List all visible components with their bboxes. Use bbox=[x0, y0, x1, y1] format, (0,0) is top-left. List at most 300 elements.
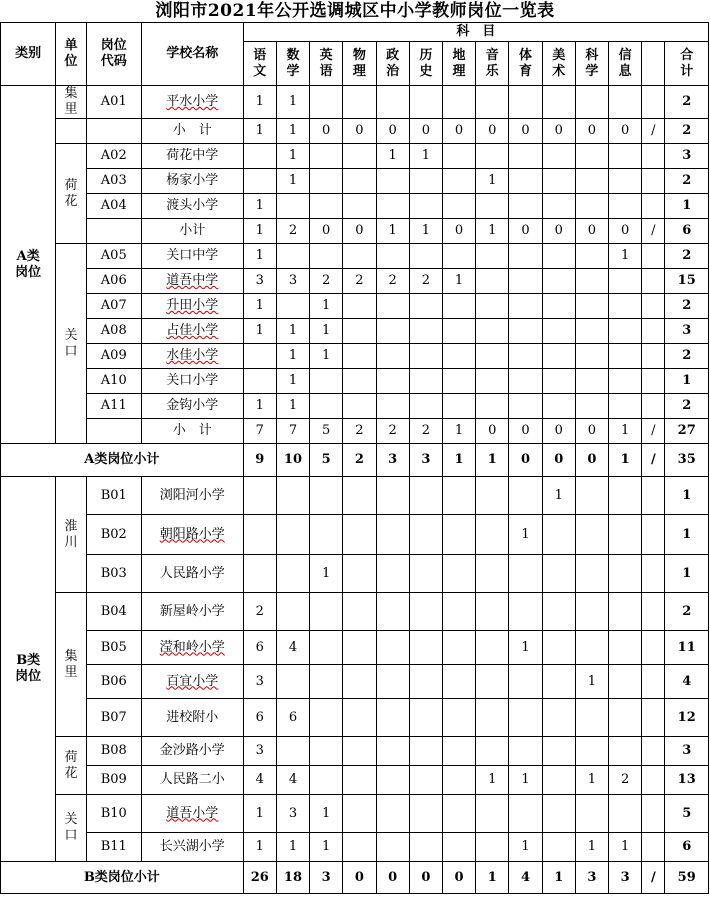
count-cell bbox=[575, 144, 608, 169]
count-cell bbox=[476, 294, 509, 319]
count-cell bbox=[542, 699, 575, 737]
count-cell: 1 bbox=[243, 319, 276, 344]
count-cell bbox=[642, 555, 665, 593]
school-name-text: 朝阳路小学 bbox=[159, 526, 225, 542]
count-cell bbox=[442, 344, 475, 369]
count-cell bbox=[376, 699, 409, 737]
unit-empty bbox=[56, 119, 86, 144]
position-code: A11 bbox=[86, 394, 141, 419]
count-cell: 2 bbox=[343, 419, 376, 444]
position-code: B08 bbox=[86, 737, 141, 766]
count-cell: 0 bbox=[575, 119, 608, 144]
count-cell bbox=[343, 369, 376, 394]
a-subtotal-label: A类岗位小计 bbox=[1, 444, 244, 477]
total-cell: 1 bbox=[665, 555, 709, 593]
table-row bbox=[1, 86, 709, 119]
count-cell bbox=[310, 665, 343, 699]
count-cell: 2 bbox=[409, 269, 442, 294]
count-cell: 1 bbox=[442, 419, 475, 444]
count-cell bbox=[609, 269, 642, 294]
count-cell: 0 bbox=[476, 119, 509, 144]
count-cell bbox=[343, 86, 376, 119]
count-cell bbox=[542, 319, 575, 344]
count-cell bbox=[575, 244, 608, 269]
count-cell: 2 bbox=[343, 444, 376, 477]
count-cell bbox=[542, 795, 575, 833]
count-cell bbox=[343, 394, 376, 419]
school-name-text: 滢和岭小学 bbox=[159, 639, 225, 655]
count-cell bbox=[343, 194, 376, 219]
count-cell bbox=[542, 737, 575, 766]
count-cell bbox=[409, 169, 442, 194]
count-cell: 1 bbox=[442, 444, 475, 477]
count-cell: 0 bbox=[575, 444, 608, 477]
position-code: A02 bbox=[86, 144, 141, 169]
count-cell bbox=[542, 294, 575, 319]
total-cell: 11 bbox=[665, 631, 709, 665]
total-cell: 2 bbox=[665, 344, 709, 369]
table-row bbox=[1, 119, 709, 144]
school-name bbox=[141, 737, 243, 766]
count-cell bbox=[575, 319, 608, 344]
total-cell: 59 bbox=[665, 862, 709, 894]
table-row bbox=[1, 665, 709, 699]
table-row bbox=[1, 419, 709, 444]
count-cell: 1 bbox=[243, 795, 276, 833]
total-cell: 2 bbox=[665, 294, 709, 319]
count-cell bbox=[609, 344, 642, 369]
header-subject: 语 文 bbox=[243, 42, 276, 86]
count-cell bbox=[310, 169, 343, 194]
count-cell: 1 bbox=[310, 344, 343, 369]
count-cell bbox=[642, 369, 665, 394]
count-cell: 1 bbox=[409, 144, 442, 169]
count-cell bbox=[509, 144, 542, 169]
count-cell: 7 bbox=[243, 419, 276, 444]
school-name bbox=[141, 244, 243, 269]
count-cell: 1 bbox=[276, 144, 309, 169]
count-cell bbox=[310, 86, 343, 119]
count-cell bbox=[376, 766, 409, 795]
school-name-text: 水佳小学 bbox=[166, 348, 219, 363]
count-cell bbox=[276, 194, 309, 219]
count-cell bbox=[276, 515, 309, 555]
school-name bbox=[141, 833, 243, 862]
count-cell bbox=[310, 394, 343, 419]
table-row bbox=[1, 766, 709, 795]
count-cell: 1 bbox=[310, 294, 343, 319]
count-cell bbox=[642, 294, 665, 319]
count-cell bbox=[509, 86, 542, 119]
unit-label: 淮 川 bbox=[56, 477, 86, 593]
table-row bbox=[1, 369, 709, 394]
table-row bbox=[1, 23, 709, 42]
count-cell bbox=[642, 593, 665, 631]
count-cell bbox=[542, 555, 575, 593]
school-name bbox=[141, 593, 243, 631]
count-cell bbox=[409, 795, 442, 833]
position-code: A06 bbox=[86, 269, 141, 294]
position-code: B10 bbox=[86, 795, 141, 833]
count-cell: 2 bbox=[376, 419, 409, 444]
count-cell: 3 bbox=[609, 862, 642, 894]
count-cell: 0 bbox=[376, 119, 409, 144]
count-cell bbox=[343, 795, 376, 833]
total-cell: 2 bbox=[665, 86, 709, 119]
count-cell bbox=[376, 833, 409, 862]
count-cell: 1 bbox=[575, 833, 608, 862]
count-cell bbox=[476, 86, 509, 119]
count-cell bbox=[343, 169, 376, 194]
total-cell: 6 bbox=[665, 833, 709, 862]
school-name bbox=[141, 369, 243, 394]
count-cell bbox=[642, 515, 665, 555]
count-cell bbox=[476, 369, 509, 394]
total-cell: 2 bbox=[665, 593, 709, 631]
count-cell bbox=[642, 477, 665, 515]
count-cell: 1 bbox=[310, 319, 343, 344]
count-cell bbox=[409, 194, 442, 219]
count-cell bbox=[542, 169, 575, 194]
count-cell bbox=[376, 244, 409, 269]
count-cell: 1 bbox=[509, 515, 542, 555]
unit-label: 关 口 bbox=[56, 795, 86, 862]
count-cell bbox=[376, 394, 409, 419]
school-name-text: 百宜小学 bbox=[166, 673, 219, 689]
count-cell: 1 bbox=[509, 631, 542, 665]
count-cell bbox=[243, 477, 276, 515]
count-cell bbox=[442, 477, 475, 515]
count-cell: 0 bbox=[542, 119, 575, 144]
position-code bbox=[86, 219, 141, 244]
school-name bbox=[141, 555, 243, 593]
count-cell: 0 bbox=[609, 219, 642, 244]
count-cell: 1 bbox=[609, 244, 642, 269]
total-cell: 13 bbox=[665, 766, 709, 795]
count-cell bbox=[310, 766, 343, 795]
count-cell bbox=[442, 394, 475, 419]
count-cell: 0 bbox=[409, 119, 442, 144]
count-cell: 1 bbox=[310, 795, 343, 833]
count-cell: 1 bbox=[542, 477, 575, 515]
count-cell bbox=[575, 369, 608, 394]
table-row bbox=[1, 699, 709, 737]
count-cell bbox=[609, 86, 642, 119]
position-code: A04 bbox=[86, 194, 141, 219]
count-cell: 0 bbox=[509, 419, 542, 444]
count-cell bbox=[376, 795, 409, 833]
count-cell bbox=[609, 795, 642, 833]
count-cell bbox=[376, 169, 409, 194]
count-cell: 1 bbox=[276, 319, 309, 344]
position-code: B02 bbox=[86, 515, 141, 555]
count-cell bbox=[575, 795, 608, 833]
count-cell bbox=[542, 194, 575, 219]
header-category: 类别 bbox=[1, 23, 56, 86]
school-name-text: 进校附小 bbox=[166, 709, 219, 725]
school-name-text: 小计 bbox=[179, 223, 206, 238]
count-cell: / bbox=[642, 219, 665, 244]
total-cell: 3 bbox=[665, 144, 709, 169]
school-name-text: 关口中学 bbox=[166, 248, 219, 263]
total-cell: 1 bbox=[665, 515, 709, 555]
total-cell: 5 bbox=[665, 795, 709, 833]
count-cell bbox=[442, 766, 475, 795]
count-cell bbox=[442, 833, 475, 862]
count-cell: 9 bbox=[243, 444, 276, 477]
header-subject: 地 理 bbox=[442, 42, 475, 86]
count-cell bbox=[243, 369, 276, 394]
unit-label: 集 里 bbox=[56, 593, 86, 737]
count-cell bbox=[542, 394, 575, 419]
count-cell: 3 bbox=[276, 795, 309, 833]
school-name-text: 人民路小学 bbox=[159, 565, 225, 581]
table-row bbox=[1, 344, 709, 369]
count-cell: 18 bbox=[276, 862, 309, 894]
count-cell bbox=[442, 795, 475, 833]
count-cell bbox=[276, 737, 309, 766]
school-name bbox=[141, 86, 243, 119]
school-name bbox=[141, 269, 243, 294]
count-cell bbox=[310, 369, 343, 394]
count-cell bbox=[409, 86, 442, 119]
total-cell: 1 bbox=[665, 477, 709, 515]
table-row bbox=[1, 862, 709, 894]
count-cell: 4 bbox=[509, 862, 542, 894]
school-name bbox=[141, 419, 243, 444]
count-cell: 0 bbox=[310, 219, 343, 244]
count-cell: 0 bbox=[609, 119, 642, 144]
count-cell: 5 bbox=[310, 419, 343, 444]
count-cell bbox=[276, 665, 309, 699]
count-cell bbox=[642, 344, 665, 369]
count-cell bbox=[609, 593, 642, 631]
count-cell bbox=[409, 477, 442, 515]
unit-label: 集 里 bbox=[56, 86, 86, 119]
count-cell bbox=[542, 665, 575, 699]
count-cell: 1 bbox=[243, 394, 276, 419]
school-name-text: 浏阳河小学 bbox=[159, 487, 225, 503]
count-cell: 1 bbox=[476, 862, 509, 894]
count-cell: 7 bbox=[276, 419, 309, 444]
count-cell bbox=[476, 833, 509, 862]
count-cell bbox=[343, 319, 376, 344]
count-cell bbox=[442, 169, 475, 194]
count-cell: 1 bbox=[276, 369, 309, 394]
count-cell bbox=[575, 515, 608, 555]
count-cell bbox=[476, 699, 509, 737]
count-cell bbox=[343, 515, 376, 555]
position-code: B09 bbox=[86, 766, 141, 795]
count-cell bbox=[509, 294, 542, 319]
count-cell: 0 bbox=[343, 219, 376, 244]
count-cell bbox=[476, 515, 509, 555]
count-cell: 2 bbox=[243, 593, 276, 631]
count-cell bbox=[575, 394, 608, 419]
position-code: A01 bbox=[86, 86, 141, 119]
count-cell bbox=[575, 593, 608, 631]
count-cell bbox=[409, 555, 442, 593]
count-cell bbox=[609, 737, 642, 766]
school-name bbox=[141, 194, 243, 219]
count-cell bbox=[409, 766, 442, 795]
count-cell bbox=[542, 244, 575, 269]
count-cell bbox=[343, 294, 376, 319]
count-cell: 0 bbox=[442, 862, 475, 894]
position-code: B06 bbox=[86, 665, 141, 699]
count-cell: 0 bbox=[376, 862, 409, 894]
total-cell: 3 bbox=[665, 319, 709, 344]
count-cell bbox=[442, 737, 475, 766]
count-cell: 0 bbox=[509, 219, 542, 244]
count-cell bbox=[310, 144, 343, 169]
school-name bbox=[141, 169, 243, 194]
total-cell: 2 bbox=[665, 119, 709, 144]
total-cell: 35 bbox=[665, 444, 709, 477]
count-cell bbox=[642, 244, 665, 269]
count-cell: 0 bbox=[509, 119, 542, 144]
count-cell: 1 bbox=[243, 244, 276, 269]
count-cell bbox=[343, 477, 376, 515]
count-cell bbox=[409, 344, 442, 369]
school-name bbox=[141, 119, 243, 144]
table-row bbox=[1, 144, 709, 169]
category-a-label: A类 岗位 bbox=[1, 86, 56, 444]
count-cell bbox=[343, 244, 376, 269]
count-cell bbox=[442, 86, 475, 119]
count-cell bbox=[276, 477, 309, 515]
count-cell: 2 bbox=[609, 766, 642, 795]
count-cell bbox=[642, 631, 665, 665]
count-cell: 1 bbox=[276, 394, 309, 419]
position-code: B01 bbox=[86, 477, 141, 515]
category-b-label: B类 岗位 bbox=[1, 477, 56, 862]
count-cell bbox=[310, 477, 343, 515]
school-name bbox=[141, 219, 243, 244]
unit-label: 荷 花 bbox=[56, 144, 86, 244]
count-cell bbox=[442, 699, 475, 737]
count-cell bbox=[376, 344, 409, 369]
count-cell: / bbox=[642, 862, 665, 894]
count-cell: 2 bbox=[343, 269, 376, 294]
total-cell: 2 bbox=[665, 244, 709, 269]
total-cell: 2 bbox=[665, 394, 709, 419]
count-cell bbox=[243, 555, 276, 593]
count-cell bbox=[575, 269, 608, 294]
count-cell bbox=[376, 665, 409, 699]
count-cell bbox=[509, 665, 542, 699]
count-cell bbox=[442, 294, 475, 319]
table-row bbox=[1, 269, 709, 294]
count-cell bbox=[609, 144, 642, 169]
count-cell bbox=[476, 665, 509, 699]
count-cell bbox=[609, 555, 642, 593]
header-subject: 历 史 bbox=[409, 42, 442, 86]
count-cell bbox=[409, 244, 442, 269]
count-cell: 0 bbox=[575, 219, 608, 244]
count-cell: 1 bbox=[276, 344, 309, 369]
count-cell bbox=[642, 194, 665, 219]
count-cell bbox=[276, 593, 309, 631]
count-cell: 6 bbox=[243, 631, 276, 665]
count-cell: 1 bbox=[243, 194, 276, 219]
position-code: B11 bbox=[86, 833, 141, 862]
header-subject: 科 学 bbox=[575, 42, 608, 86]
total-cell: 4 bbox=[665, 665, 709, 699]
count-cell bbox=[409, 699, 442, 737]
count-cell: 3 bbox=[243, 737, 276, 766]
count-cell bbox=[409, 515, 442, 555]
b-subtotal-label: B类岗位小计 bbox=[1, 862, 244, 894]
school-name-text: 新屋岭小学 bbox=[159, 603, 225, 619]
count-cell: 1 bbox=[476, 169, 509, 194]
count-cell bbox=[509, 737, 542, 766]
count-cell bbox=[609, 665, 642, 699]
count-cell: 3 bbox=[276, 269, 309, 294]
school-name bbox=[141, 665, 243, 699]
count-cell: 0 bbox=[509, 444, 542, 477]
school-name bbox=[141, 766, 243, 795]
count-cell: 3 bbox=[310, 862, 343, 894]
count-cell bbox=[609, 699, 642, 737]
count-cell bbox=[542, 144, 575, 169]
count-cell: 3 bbox=[243, 269, 276, 294]
count-cell: 26 bbox=[243, 862, 276, 894]
count-cell bbox=[509, 319, 542, 344]
count-cell bbox=[310, 631, 343, 665]
count-cell bbox=[609, 194, 642, 219]
count-cell bbox=[376, 515, 409, 555]
position-code: A07 bbox=[86, 294, 141, 319]
school-name-text: 平水小学 bbox=[166, 94, 219, 109]
school-name-text: 长兴湖小学 bbox=[159, 839, 225, 854]
count-cell bbox=[343, 833, 376, 862]
count-cell bbox=[509, 169, 542, 194]
count-cell bbox=[642, 833, 665, 862]
count-cell bbox=[476, 737, 509, 766]
count-cell: 1 bbox=[442, 269, 475, 294]
count-cell: 0 bbox=[575, 419, 608, 444]
total-cell: 3 bbox=[665, 737, 709, 766]
table-row bbox=[1, 555, 709, 593]
school-name-text: 道吾小学 bbox=[166, 805, 219, 821]
school-name-text: 金沙路小学 bbox=[159, 743, 225, 758]
table-row bbox=[1, 631, 709, 665]
school-name-text: 关口小学 bbox=[166, 373, 219, 388]
count-cell: 6 bbox=[276, 699, 309, 737]
count-cell bbox=[442, 593, 475, 631]
count-cell: 1 bbox=[276, 169, 309, 194]
count-cell bbox=[642, 319, 665, 344]
count-cell: 0 bbox=[343, 119, 376, 144]
count-cell bbox=[310, 194, 343, 219]
count-cell bbox=[575, 631, 608, 665]
count-cell bbox=[575, 555, 608, 593]
count-cell bbox=[376, 477, 409, 515]
school-name bbox=[141, 344, 243, 369]
count-cell bbox=[310, 593, 343, 631]
school-name bbox=[141, 795, 243, 833]
count-cell bbox=[476, 269, 509, 294]
count-cell: 1 bbox=[609, 419, 642, 444]
count-cell: 1 bbox=[542, 862, 575, 894]
count-cell bbox=[575, 194, 608, 219]
count-cell: / bbox=[642, 119, 665, 144]
count-cell bbox=[509, 269, 542, 294]
count-cell: 4 bbox=[276, 631, 309, 665]
header-school: 学校名称 bbox=[141, 23, 243, 86]
count-cell bbox=[575, 477, 608, 515]
